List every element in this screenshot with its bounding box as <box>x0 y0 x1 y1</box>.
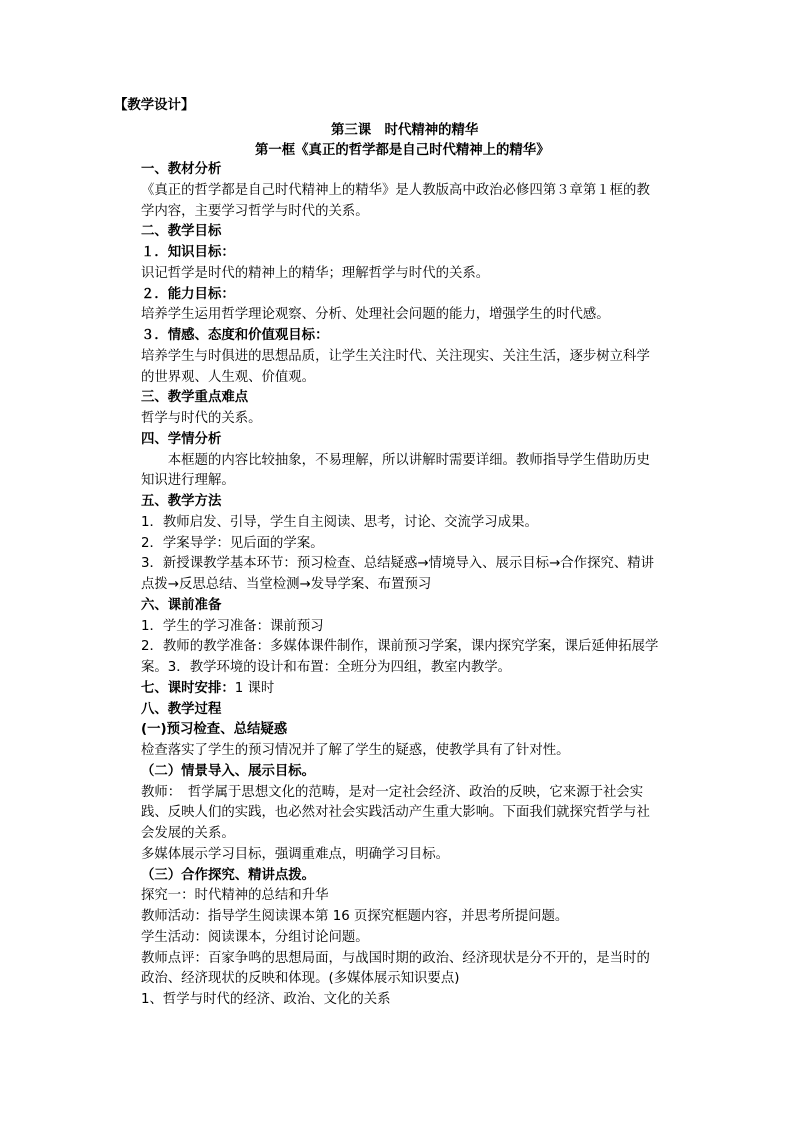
section-heading: 二、教学目标 <box>141 224 222 239</box>
body-line: 点拨→反思总结、当堂检测→发导学案、布置预习 <box>141 577 432 592</box>
body-line: 培养学生与时俱进的思想品质，让学生关注时代、关注现实、关注生活，逐步树立科学 <box>141 349 650 364</box>
section-heading: 八、教学过程 <box>141 702 222 717</box>
section-heading: 六、课前准备 <box>141 598 222 613</box>
body-line: 识记哲学是时代的精神上的精华；理解哲学与时代的关系。 <box>141 266 490 281</box>
body-line: 2．教师的教学准备：多媒体课件制作，课前预习学案，课内探究学案，课后延伸拓展学 <box>141 639 659 654</box>
class-hours-heading: 七、课时安排： <box>141 681 235 696</box>
body-line: 1．教师启发、引导，学生自主阅读、思考，讨论、交流学习成果。 <box>141 515 538 530</box>
body-line: 本框题的内容比较抽象，不易理解，所以讲解时需要详细。教师指导学生借助历史 <box>141 453 650 468</box>
body-line: 教师活动：指导学生阅读课本第 16 页探究框题内容，并思考所提问题。 <box>141 909 569 924</box>
subsection-heading: （三）合作探究、精讲点拨。 <box>141 868 316 883</box>
subsection-heading: (一)预习检查、总结疑惑 <box>141 722 288 737</box>
body-line: 会发展的关系。 <box>141 826 235 841</box>
body-line: 教师点评：百家争鸣的思想局面，与战国时期的政治、经济现状是分不开的，是当时的 <box>141 951 650 966</box>
body-line: 培养学生运用哲学理论观察、分析、处理社会问题的能力，增强学生的时代感。 <box>141 307 610 322</box>
body-line: 政治、经济现状的反映和体现。(多媒体展示知识要点) <box>141 971 460 986</box>
section-heading: 一、教材分析 <box>141 162 222 177</box>
body-line: 1、哲学与时代的经济、政治、文化的关系 <box>141 992 391 1007</box>
subsection-heading: ２．能力目标： <box>141 287 235 302</box>
section-heading: 三、教学重点难点 <box>141 390 249 405</box>
body-line: 多媒体展示学习目标，强调重难点，明确学习目标。 <box>141 847 449 862</box>
body-line: 探究一：时代精神的总结和升华 <box>141 888 329 903</box>
body-line: 哲学与时代的关系。 <box>141 411 262 426</box>
body-line: 检查落实了学生的预习情况并了解了学生的疑惑，使教学具有了针对性。 <box>141 743 570 758</box>
body-line: 1．学生的学习准备：课前预习 <box>141 619 324 634</box>
body-line: 践、反映人们的实践，也必然对社会实践活动产生重大影响。下面我们就探究哲学与社 <box>141 805 650 820</box>
body-line: 知识进行理解。 <box>141 473 235 488</box>
subsection-heading: ３．情感、态度和价值观目标： <box>141 328 329 343</box>
section-heading: 五、教学方法 <box>141 494 222 509</box>
body-line: 3．新授课教学基本环节：预习检查、总结疑惑→情境导入、展示目标→合作探究、精讲 <box>141 556 655 571</box>
subsection-heading: １．知识目标： <box>141 245 235 260</box>
lesson-title: 第三课 时代精神的精华 <box>331 123 479 138</box>
doc-label: 【教学设计】 <box>114 98 195 113</box>
body-line: 《真正的哲学都是自己时代精神上的精华》是人教版高中政治必修四第３章第１框的教 <box>141 183 650 198</box>
body-line: 案。3．教学环境的设计和布置：全班分为四组，教室内教学。 <box>141 660 512 675</box>
body-line: 学生活动：阅读课本，分组讨论问题。 <box>141 930 369 945</box>
body-line: 的世界观、人生观、价值观。 <box>141 370 316 385</box>
class-hours-value: 1 课时 <box>234 681 275 696</box>
body-line: 2．学案导学：见后面的学案。 <box>141 536 324 551</box>
body-line: 教师： 哲学属于思想文化的范畴，是对一定社会经济、政治的反映，它来源于社会实 <box>141 785 644 800</box>
subsection-heading: （二）情景导入、展示目标。 <box>141 764 316 779</box>
section-heading: 四、学情分析 <box>141 432 222 447</box>
body-line: 学内容，主要学习哲学与时代的关系。 <box>141 204 369 219</box>
lesson-subtitle: 第一框《真正的哲学都是自己时代精神上的精华》 <box>255 143 550 158</box>
class-hours-line <box>141 679 274 699</box>
